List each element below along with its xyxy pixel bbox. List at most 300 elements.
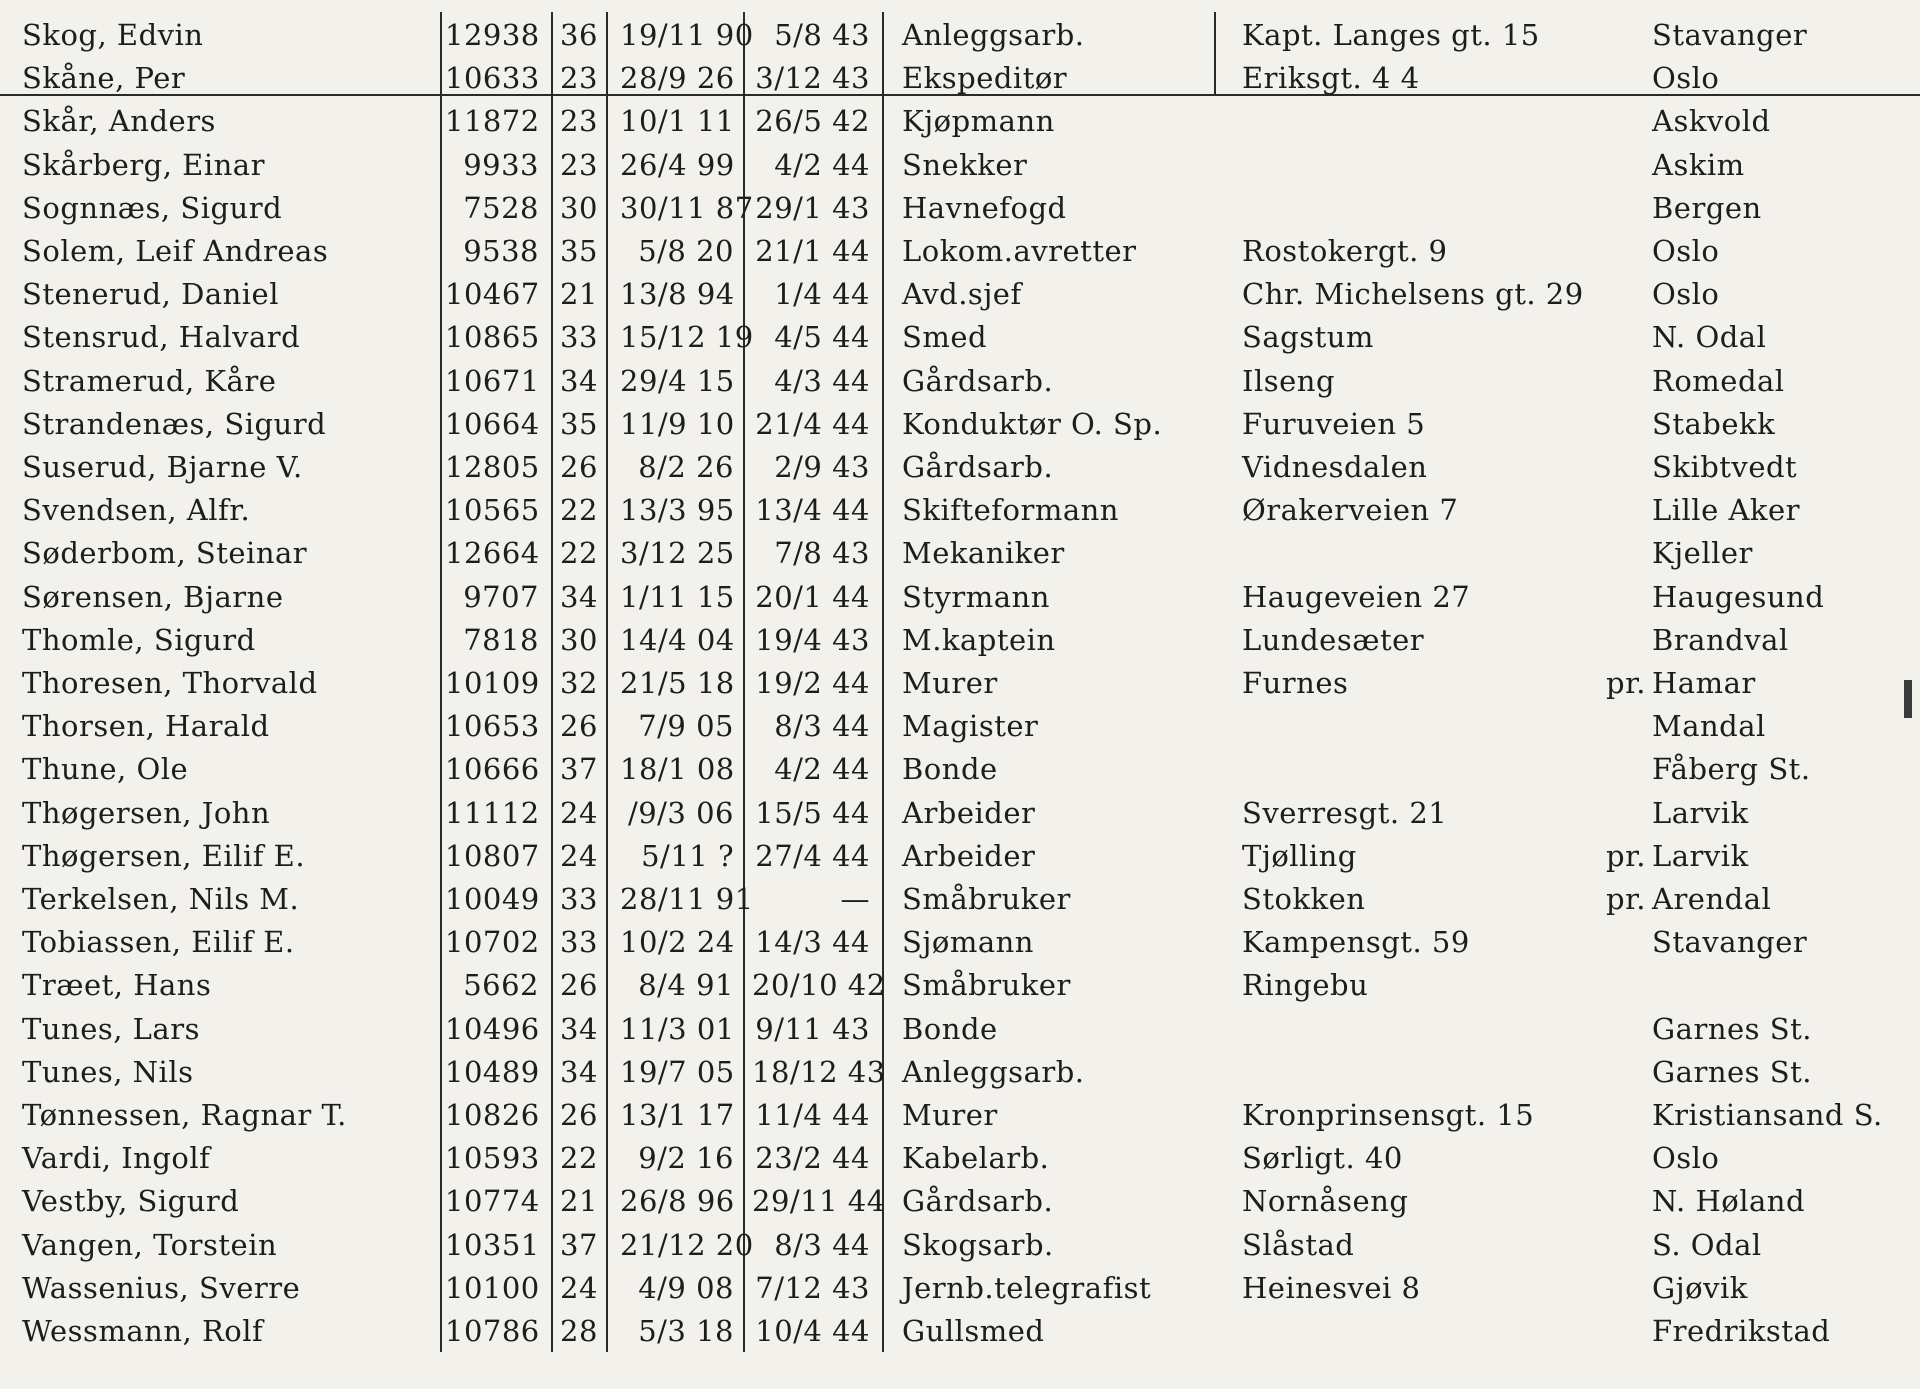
place-prefix: pr. xyxy=(1606,882,1646,916)
registration-number: 11872 xyxy=(445,104,540,139)
place-prefix xyxy=(1596,619,1646,662)
table-row xyxy=(0,1137,1920,1180)
place-name: Haugesund xyxy=(1652,579,1825,614)
person-name: Skog, Edvin xyxy=(22,18,204,52)
age-code: 37 xyxy=(560,752,598,787)
birth-date: 5/8 20 xyxy=(638,234,734,268)
place-name: Gjøvik xyxy=(1652,1270,1748,1305)
street-address: Chr. Michelsens gt. 29 xyxy=(1242,277,1584,312)
birth-date: /9/3 06 xyxy=(627,795,734,830)
birth-date: 8/2 26 xyxy=(638,450,734,484)
occupation: Arbeider xyxy=(902,795,1036,830)
age-code: 24 xyxy=(560,1270,598,1305)
occupation: Konduktør O. Sp. xyxy=(902,406,1163,441)
table-row xyxy=(0,316,1920,359)
age-code: 21 xyxy=(560,277,598,312)
place-prefix xyxy=(1596,230,1646,273)
occupation: Avd.sjef xyxy=(902,277,1022,312)
registration-number: 12938 xyxy=(445,18,540,52)
place-prefix xyxy=(1596,921,1646,964)
birth-date: 7/9 05 xyxy=(638,709,734,744)
registration-number: 10049 xyxy=(445,882,540,916)
entry-date: 20/1 44 xyxy=(755,579,870,614)
birth-date: 18/1 08 xyxy=(620,752,735,787)
birth-date: 30/11 87 xyxy=(620,190,754,225)
registration-number: 7528 xyxy=(463,190,539,225)
registration-number: 10467 xyxy=(445,277,540,312)
occupation: Gårdsarb. xyxy=(902,363,1054,398)
birth-date: 1/11 15 xyxy=(620,579,735,614)
person-name: Thøgersen, Eilif E. xyxy=(22,838,306,873)
entry-date: 4/3 44 xyxy=(774,363,870,398)
entry-date: 8/3 44 xyxy=(774,709,870,744)
street-address: Sagstum xyxy=(1242,320,1374,355)
occupation: Lokom.avretter xyxy=(902,234,1137,268)
entry-date: 18/12 43 xyxy=(752,1054,886,1089)
place-prefix xyxy=(1596,705,1646,748)
place-name: Oslo xyxy=(1652,1141,1720,1176)
registration-number: 7818 xyxy=(463,622,539,657)
age-code: 22 xyxy=(560,536,598,571)
place-prefix xyxy=(1596,1267,1646,1310)
registration-number: 12805 xyxy=(445,450,540,484)
place-prefix xyxy=(1596,1180,1646,1223)
occupation: Mekaniker xyxy=(902,536,1065,571)
age-code: 35 xyxy=(560,234,598,268)
person-name: Sørensen, Bjarne xyxy=(22,579,284,614)
birth-date: 29/4 15 xyxy=(620,363,735,398)
place-prefix xyxy=(1596,360,1646,403)
entry-date: 19/4 43 xyxy=(755,622,870,657)
place-name: Fåberg St. xyxy=(1652,752,1811,787)
person-name: Thune, Ole xyxy=(22,752,189,787)
birth-date: 5/11 ? xyxy=(641,838,734,873)
person-name: Træet, Hans xyxy=(22,968,212,1003)
person-name: Wessmann, Rolf xyxy=(22,1314,264,1348)
table-row xyxy=(0,57,1920,100)
place-prefix xyxy=(1596,964,1646,1007)
age-code: 26 xyxy=(560,968,598,1003)
place-name: Kjeller xyxy=(1652,536,1753,571)
birth-date: 9/2 16 xyxy=(638,1141,734,1176)
person-name: Stenerud, Daniel xyxy=(22,277,279,312)
entry-date: 7/8 43 xyxy=(774,536,870,571)
birth-date: 15/12 19 xyxy=(620,320,754,355)
person-name: Suserud, Bjarne V. xyxy=(22,450,303,484)
place-prefix xyxy=(1596,316,1646,359)
age-code: 26 xyxy=(560,450,598,484)
table-row xyxy=(0,403,1920,446)
person-name: Skår, Anders xyxy=(22,104,216,139)
place-name: Bergen xyxy=(1652,190,1762,225)
person-name: Wassenius, Sverre xyxy=(22,1270,301,1305)
registration-number: 11112 xyxy=(445,795,540,830)
registration-number: 9933 xyxy=(463,147,539,182)
table-row xyxy=(0,619,1920,662)
place-prefix xyxy=(1596,187,1646,230)
person-name: Terkelsen, Nils M. xyxy=(22,882,300,916)
birth-date: 28/11 91 xyxy=(620,882,754,916)
entry-date: 23/2 44 xyxy=(755,1141,870,1176)
birth-date: 8/4 91 xyxy=(638,968,734,1003)
place-name: Oslo xyxy=(1652,277,1720,312)
entry-date: 4/2 44 xyxy=(774,752,870,787)
birth-date: 19/11 90 xyxy=(620,18,754,52)
registration-number: 10865 xyxy=(445,320,540,355)
occupation: Magister xyxy=(902,709,1039,744)
occupation: Skifteformann xyxy=(902,493,1119,528)
birth-date: 13/8 94 xyxy=(620,277,735,312)
table-row xyxy=(0,1094,1920,1137)
occupation: Havnefogd xyxy=(902,190,1067,225)
registration-number: 10633 xyxy=(445,61,540,96)
age-code: 34 xyxy=(560,1054,598,1089)
person-name: Sognnæs, Sigurd xyxy=(22,190,283,225)
table-row xyxy=(0,1310,1920,1353)
place-prefix xyxy=(1596,57,1646,100)
entry-date: 15/5 44 xyxy=(755,795,870,830)
person-name: Stensrud, Halvard xyxy=(22,320,301,355)
table-row xyxy=(0,446,1920,489)
place-name: Mandal xyxy=(1652,709,1766,744)
registration-number: 10565 xyxy=(445,493,540,528)
place-name: Romedal xyxy=(1652,363,1785,398)
occupation: Skogsarb. xyxy=(902,1227,1054,1262)
age-code: 35 xyxy=(560,406,598,441)
registration-number: 10109 xyxy=(445,666,540,700)
occupation: Murer xyxy=(902,1098,998,1132)
table-row xyxy=(0,1180,1920,1223)
person-name: Stramerud, Kåre xyxy=(22,363,277,398)
table-row xyxy=(0,100,1920,143)
table-row xyxy=(0,576,1920,619)
place-name: Stavanger xyxy=(1652,925,1808,960)
occupation: Kjøpmann xyxy=(902,104,1055,139)
entry-date: 11/4 44 xyxy=(755,1098,870,1132)
birth-date: 5/3 18 xyxy=(638,1314,734,1348)
registration-number: 10666 xyxy=(445,752,540,787)
place-name: Askvold xyxy=(1652,104,1771,139)
table-row xyxy=(0,1224,1920,1267)
street-address: Furnes xyxy=(1242,666,1349,700)
occupation: Jernb.telegrafist xyxy=(902,1270,1152,1305)
age-code: 30 xyxy=(560,622,598,657)
person-name: Søderbom, Steinar xyxy=(22,536,308,571)
entry-date: 3/12 43 xyxy=(755,61,870,96)
place-name: Garnes St. xyxy=(1652,1054,1812,1089)
place-prefix xyxy=(1596,1224,1646,1267)
entry-date: 29/11 44 xyxy=(752,1184,886,1219)
table-row xyxy=(0,14,1920,57)
entry-date: 10/4 44 xyxy=(755,1314,870,1348)
registration-number: 10774 xyxy=(445,1184,540,1219)
occupation: Snekker xyxy=(902,147,1028,182)
occupation: Gullsmed xyxy=(902,1314,1045,1348)
age-code: 28 xyxy=(560,1314,598,1348)
person-name: Thøgersen, John xyxy=(22,795,271,830)
place-name: S. Odal xyxy=(1652,1227,1762,1262)
street-address: Kampensgt. 59 xyxy=(1242,925,1470,960)
street-address: Ringebu xyxy=(1242,968,1369,1003)
street-address: Lundesæter xyxy=(1242,622,1425,657)
birth-date: 21/5 18 xyxy=(620,666,735,700)
age-code: 23 xyxy=(560,61,598,96)
place-prefix xyxy=(1596,14,1646,57)
birth-date: 26/4 99 xyxy=(620,147,735,182)
birth-date: 28/9 26 xyxy=(620,61,735,96)
table-row xyxy=(0,1051,1920,1094)
place-name: Stavanger xyxy=(1652,18,1808,52)
street-address: Haugeveien 27 xyxy=(1242,579,1471,614)
occupation: M.kaptein xyxy=(902,622,1056,657)
birth-date: 4/9 08 xyxy=(638,1270,734,1305)
person-name: Vestby, Sigurd xyxy=(22,1184,240,1219)
registration-number: 10351 xyxy=(445,1227,540,1262)
street-address: Stokken xyxy=(1242,882,1366,916)
place-name: Arendal xyxy=(1652,882,1772,916)
registration-number: 5662 xyxy=(463,968,539,1003)
person-name: Thomle, Sigurd xyxy=(22,622,256,657)
place-prefix xyxy=(1596,273,1646,316)
registration-number: 10653 xyxy=(445,709,540,744)
place-name: Kristiansand S. xyxy=(1652,1098,1883,1132)
registration-number: 10786 xyxy=(445,1314,540,1348)
place-prefix xyxy=(1596,1051,1646,1094)
birth-date: 13/3 95 xyxy=(620,493,735,528)
age-code: 24 xyxy=(560,795,598,830)
table-row xyxy=(0,230,1920,273)
place-name: Garnes St. xyxy=(1652,1011,1812,1046)
birth-date: 13/1 17 xyxy=(620,1098,735,1132)
entry-date: 9/11 43 xyxy=(755,1011,870,1046)
entry-date: 13/4 44 xyxy=(755,493,870,528)
place-prefix xyxy=(1596,489,1646,532)
occupation: Ekspeditør xyxy=(902,61,1068,96)
place-prefix xyxy=(1596,100,1646,143)
place-prefix: pr. xyxy=(1606,838,1646,873)
registration-number: 10496 xyxy=(445,1011,540,1046)
table-row xyxy=(0,187,1920,230)
birth-date: 21/12 20 xyxy=(620,1227,754,1262)
street-address: Rostokergt. 9 xyxy=(1242,234,1448,268)
occupation: Anleggsarb. xyxy=(902,1054,1085,1089)
registration-number: 10593 xyxy=(445,1141,540,1176)
occupation: Anleggsarb. xyxy=(902,18,1085,52)
table-row xyxy=(0,792,1920,835)
occupation: Styrmann xyxy=(902,579,1050,614)
person-name: Vangen, Torstein xyxy=(22,1227,278,1262)
age-code: 26 xyxy=(560,709,598,744)
place-prefix xyxy=(1596,1094,1646,1137)
person-name: Skåne, Per xyxy=(22,61,186,96)
table-row xyxy=(0,273,1920,316)
person-name: Tønnessen, Ragnar T. xyxy=(22,1098,347,1132)
table-row xyxy=(0,360,1920,403)
place-prefix: pr. xyxy=(1606,666,1646,700)
place-name: Stabekk xyxy=(1652,406,1776,441)
entry-date: 21/4 44 xyxy=(755,406,870,441)
occupation: Arbeider xyxy=(902,838,1036,873)
person-name: Skårberg, Einar xyxy=(22,147,265,182)
place-name: Oslo xyxy=(1652,234,1720,268)
place-name: Larvik xyxy=(1652,838,1749,873)
birth-date: 10/2 24 xyxy=(620,925,735,960)
place-name: Skibtvedt xyxy=(1652,450,1798,484)
street-address: Ørakerveien 7 xyxy=(1242,493,1459,528)
street-address: Vidnesdalen xyxy=(1242,450,1428,484)
person-name: Strandenæs, Sigurd xyxy=(22,406,327,441)
entry-date: 19/2 44 xyxy=(755,666,870,700)
place-name: N. Høland xyxy=(1652,1184,1806,1219)
place-prefix xyxy=(1596,1137,1646,1180)
birth-date: 11/9 10 xyxy=(620,406,735,441)
entry-date: 14/3 44 xyxy=(755,925,870,960)
table-row xyxy=(0,532,1920,575)
place-name: Hamar xyxy=(1652,666,1756,700)
street-address: Furuveien 5 xyxy=(1242,406,1426,441)
registration-number: 12664 xyxy=(445,536,540,571)
person-name: Tunes, Nils xyxy=(22,1054,194,1089)
occupation: Sjømann xyxy=(902,925,1034,960)
place-prefix xyxy=(1596,748,1646,791)
age-code: 22 xyxy=(560,1141,598,1176)
entry-date: 26/5 42 xyxy=(755,104,870,139)
age-code: 34 xyxy=(560,1011,598,1046)
occupation: Gårdsarb. xyxy=(902,450,1054,484)
age-code: 22 xyxy=(560,493,598,528)
occupation: Bonde xyxy=(902,752,998,787)
entry-date: 5/8 43 xyxy=(774,18,870,52)
age-code: 21 xyxy=(560,1184,598,1219)
person-name: Tobiassen, Eilif E. xyxy=(22,925,295,960)
person-name: Svendsen, Alfr. xyxy=(22,493,251,528)
table-row xyxy=(0,748,1920,791)
table-row xyxy=(0,921,1920,964)
person-name: Thorsen, Harald xyxy=(22,709,270,744)
registration-number: 10702 xyxy=(445,925,540,960)
place-prefix xyxy=(1596,144,1646,187)
street-address: Slåstad xyxy=(1242,1227,1355,1262)
table-row xyxy=(0,662,1920,705)
street-address: Eriksgt. 4 4 xyxy=(1242,61,1420,96)
birth-date: 14/4 04 xyxy=(620,622,735,657)
registration-number: 9538 xyxy=(463,234,539,268)
entry-date: 8/3 44 xyxy=(774,1227,870,1262)
occupation: Småbruker xyxy=(902,882,1071,916)
place-name: Askim xyxy=(1652,147,1745,182)
street-address: Ilseng xyxy=(1242,363,1336,398)
entry-date: 4/5 44 xyxy=(774,320,870,355)
registration-number: 10826 xyxy=(445,1098,540,1132)
occupation: Småbruker xyxy=(902,968,1071,1003)
registration-number: 10489 xyxy=(445,1054,540,1089)
place-name: Lille Aker xyxy=(1652,493,1801,528)
entry-date: 1/4 44 xyxy=(774,277,870,312)
entry-date: 21/1 44 xyxy=(755,234,870,268)
place-name: Fredrikstad xyxy=(1652,1314,1831,1348)
street-address: Sverresgt. 21 xyxy=(1242,795,1448,830)
table-row xyxy=(0,144,1920,187)
place-prefix xyxy=(1596,446,1646,489)
street-address: Tjølling xyxy=(1242,838,1357,873)
entry-date: 27/4 44 xyxy=(755,838,870,873)
age-code: 24 xyxy=(560,838,598,873)
entry-date: 29/1 43 xyxy=(755,190,870,225)
place-prefix xyxy=(1596,532,1646,575)
place-prefix xyxy=(1596,576,1646,619)
entry-date: 2/9 43 xyxy=(774,450,870,484)
entry-date: 7/12 43 xyxy=(755,1270,870,1305)
birth-date: 19/7 05 xyxy=(620,1054,735,1089)
age-code: 33 xyxy=(560,320,598,355)
age-code: 33 xyxy=(560,882,598,916)
age-code: 36 xyxy=(560,18,598,52)
place-name: Larvik xyxy=(1652,795,1749,830)
entry-date: 20/10 42 xyxy=(752,968,886,1003)
street-address: Kapt. Langes gt. 15 xyxy=(1242,18,1540,52)
street-address: Sørligt. 40 xyxy=(1242,1141,1403,1176)
age-code: 34 xyxy=(560,363,598,398)
occupation: Smed xyxy=(902,320,988,355)
age-code: 32 xyxy=(560,666,598,700)
table-row xyxy=(0,835,1920,878)
age-code: 23 xyxy=(560,104,598,139)
place-name: Oslo xyxy=(1652,61,1720,96)
entry-date: — xyxy=(840,882,870,916)
registration-number: 10100 xyxy=(445,1270,540,1305)
registration-number: 10664 xyxy=(445,406,540,441)
registration-number: 9707 xyxy=(463,579,539,614)
age-code: 34 xyxy=(560,579,598,614)
age-code: 30 xyxy=(560,190,598,225)
age-code: 33 xyxy=(560,925,598,960)
person-name: Thoresen, Thorvald xyxy=(22,666,318,700)
table-row xyxy=(0,878,1920,921)
place-name: N. Odal xyxy=(1652,320,1767,355)
occupation: Bonde xyxy=(902,1011,998,1046)
street-address: Kronprinsensgt. 15 xyxy=(1242,1098,1535,1132)
person-name: Solem, Leif Andreas xyxy=(22,234,329,268)
age-code: 23 xyxy=(560,147,598,182)
entry-date: 4/2 44 xyxy=(774,147,870,182)
table-row xyxy=(0,1267,1920,1310)
birth-date: 11/3 01 xyxy=(620,1011,735,1046)
birth-date: 10/1 11 xyxy=(620,104,735,139)
age-code: 26 xyxy=(560,1098,598,1132)
occupation: Kabelarb. xyxy=(902,1141,1050,1176)
table-row xyxy=(0,1008,1920,1051)
person-name: Vardi, Ingolf xyxy=(22,1141,211,1176)
person-name: Tunes, Lars xyxy=(22,1011,200,1046)
table-row xyxy=(0,489,1920,532)
occupation: Gårdsarb. xyxy=(902,1184,1054,1219)
occupation: Murer xyxy=(902,666,998,700)
birth-date: 3/12 25 xyxy=(620,536,735,571)
place-name: Brandval xyxy=(1652,622,1789,657)
street-address: Heinesvei 8 xyxy=(1242,1270,1421,1305)
table-row xyxy=(0,964,1920,1007)
registration-number: 10807 xyxy=(445,838,540,873)
place-prefix xyxy=(1596,403,1646,446)
birth-date: 26/8 96 xyxy=(620,1184,735,1219)
table-row xyxy=(0,705,1920,748)
age-code: 37 xyxy=(560,1227,598,1262)
registration-number: 10671 xyxy=(445,363,540,398)
place-prefix xyxy=(1596,1310,1646,1353)
place-prefix xyxy=(1596,1008,1646,1051)
street-address: Nornåseng xyxy=(1242,1184,1409,1219)
place-prefix xyxy=(1596,792,1646,835)
